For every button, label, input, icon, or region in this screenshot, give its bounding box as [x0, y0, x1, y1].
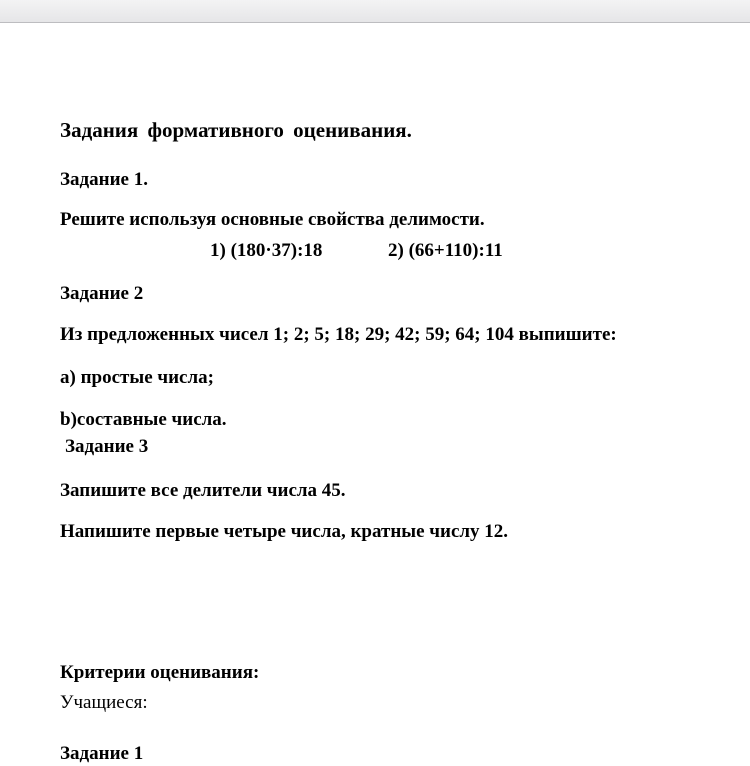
task1-instruction: Решите используя основные свойства делимости. [60, 209, 485, 230]
task3-line-1: Запишите все делители числа 45. [60, 480, 346, 501]
task2-heading: Задание 2 [60, 283, 144, 304]
task3-heading: Задание 3 [65, 436, 149, 457]
task1-expression-1: 1) (180·37):18 [210, 240, 323, 261]
task2-item-b: b)составные числа. [60, 409, 227, 430]
criteria-students: Учащиеся: [60, 692, 148, 713]
task1-expression-2: 2) (66+110):11 [388, 240, 503, 261]
task3-line-2: Напишите первые четыре числа, кратные числу 12. [60, 521, 509, 542]
browser-top-bar [0, 0, 750, 23]
task2-item-a: а) простые числа; [60, 367, 214, 388]
criteria-heading: Критерии оценивания: [60, 662, 260, 683]
task2-instruction: Из предложенных чисел 1; 2; 5; 18; 29; 42; 59; 64; 104 выпишите: [60, 324, 617, 345]
document-title: Задания формативного оценивания. [60, 118, 412, 142]
criteria-cut-line: Задание 1 [60, 743, 144, 764]
task1-heading: Задание 1. [60, 169, 148, 190]
